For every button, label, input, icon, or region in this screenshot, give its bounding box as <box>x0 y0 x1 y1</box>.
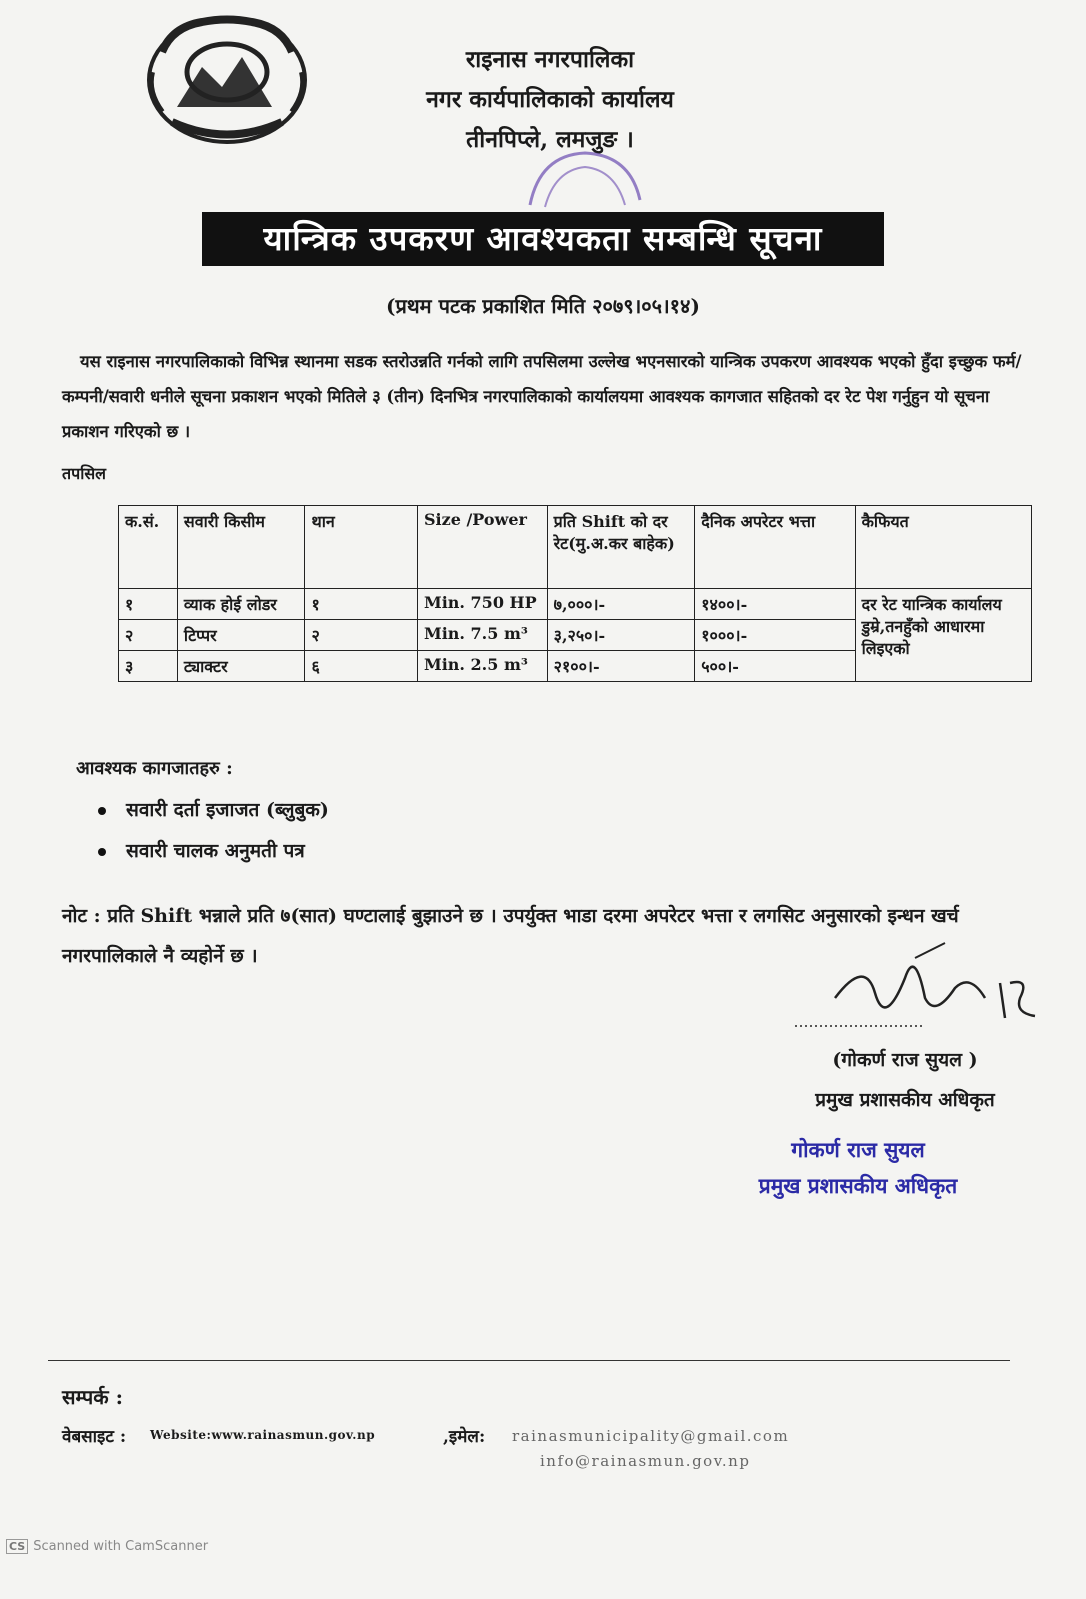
list-item: सवारी चालक अनुमती पत्र <box>92 831 329 872</box>
equipment-rate-table <box>118 505 1032 682</box>
email-primary: rainasmunicipality@gmail.com <box>512 1427 790 1445</box>
cell-operator-allowance: १०००।- <box>695 620 855 651</box>
cell-count: ६ <box>305 651 418 682</box>
cell-vehicle-type: टिप्पर <box>177 620 305 651</box>
cell-vehicle-type: ट्याक्टर <box>177 651 305 682</box>
footer-divider <box>48 1360 1010 1361</box>
website-value: Website:www.rainasmun.gov.np <box>150 1428 376 1442</box>
th-size-power: Size /Power <box>417 506 547 589</box>
office-header <box>370 40 730 160</box>
intro-paragraph: यस राइनास नगरपालिकाको विभिन्न स्थानमा सडक स्तरोउन्नति गर्नको लागि तपसिलमा उल्लेख भएनसारको यान्त्रिक उपकरण आवश्यक भएको हुँदा इच्छुक फर्म/कम्पनी/सवारी धनीले सूचना प्रकाशन भएको मितिले ३ (तीन) दिनभित्र नगरपालिकाको कार्यालयमा आवश्यक कागजात सहितको दर रेट पेश गर्नुहुन यो सूचना प्रकाशन गरिएको छ । <box>62 352 1022 441</box>
cell-size-power: Min. 7.5 m³ <box>417 620 547 651</box>
table-row <box>119 589 1032 620</box>
website-label: वेबसाइट : <box>62 1427 127 1447</box>
cell-rate: ३,२५०।- <box>547 620 695 651</box>
camscanner-watermark <box>6 1539 208 1554</box>
camscanner-text: Scanned with CamScanner <box>33 1539 209 1554</box>
blue-name-stamp <box>738 1132 978 1204</box>
email-values <box>512 1424 789 1474</box>
tapsil-label: तपसिल <box>62 464 107 483</box>
signatory-designation: प्रमुख प्रशासकीय अधिकृत <box>815 1089 995 1111</box>
cell-count: २ <box>305 620 418 651</box>
header-address: तीनपिप्ले, लमजुङ । <box>466 126 634 153</box>
th-count: थान <box>305 506 418 589</box>
th-sn: क.सं. <box>119 506 178 589</box>
cell-size-power: Min. 2.5 m³ <box>417 651 547 682</box>
purple-seal-stamp-icon <box>520 145 650 215</box>
cell-operator-allowance: ५००।- <box>695 651 855 682</box>
stamp-name: गोकर्ण राज सुयल <box>791 1137 925 1162</box>
required-documents-list <box>92 790 329 872</box>
cell-size-power: Min. 750 HP <box>417 589 547 620</box>
cell-operator-allowance: १४००।- <box>695 589 855 620</box>
cell-rate: ७,०००।- <box>547 589 695 620</box>
cell-rate: २१००।- <box>547 651 695 682</box>
th-operator-allowance: दैनिक अपरेटर भत्ता <box>695 506 855 589</box>
handwritten-signature-icon <box>795 938 1045 1038</box>
th-vehicle-type: सवारी किसीम <box>177 506 305 589</box>
required-documents-title: आवश्यक कागजातहरु : <box>76 758 233 779</box>
cell-remarks: दर रेट यान्त्रिक कार्यालय डुम्रे,तनहुँको आधारमा लिइएको <box>855 589 1031 682</box>
publication-date: (प्रथम पटक प्रकाशित मिति २०७९।०५।१४) <box>386 294 700 318</box>
header-office: नगर कार्यपालिकाको कार्यालय <box>426 86 674 113</box>
stamp-designation: प्रमुख प्रशासकीय अधिकृत <box>758 1173 958 1198</box>
signatory-name: (गोकर्ण राज सुयल ) <box>832 1049 978 1071</box>
signatory-block <box>780 1040 1030 1120</box>
table-header-row <box>119 506 1032 589</box>
cell-sn: ३ <box>119 651 178 682</box>
email-label: ,इमेल: <box>443 1427 486 1447</box>
cell-vehicle-type: व्याक होई लोडर <box>177 589 305 620</box>
email-secondary: info@rainasmun.gov.np <box>540 1452 751 1470</box>
header-municipality: राइनास नगरपालिका <box>465 46 635 73</box>
cell-sn: १ <box>119 589 178 620</box>
th-rate: प्रति Shift को दर रेट(मु.अ.कर बाहेक) <box>547 506 695 589</box>
cell-count: १ <box>305 589 418 620</box>
list-item: सवारी दर्ता इजाजत (ब्लुबुक) <box>92 790 329 831</box>
camscanner-logo-icon: CS <box>6 1539 28 1554</box>
notice-title: यान्त्रिक उपकरण आवश्यकता सम्बन्धि सूचना <box>202 212 884 266</box>
th-remarks: कैफियत <box>855 506 1031 589</box>
nepal-emblem-icon <box>142 12 312 147</box>
note-paragraph: नोट : प्रति Shift भन्नाले प्रति ७(सात) घण्टालाई बुझाउने छ । उपर्युक्त भाडा दरमा अपरेटर भत्ता र लगसिट अनुसारको इन्धन खर्च नगरपालिकाले नै व्यहोर्ने छ । <box>62 905 959 967</box>
contact-title: सम्पर्क : <box>62 1385 123 1409</box>
cell-sn: २ <box>119 620 178 651</box>
